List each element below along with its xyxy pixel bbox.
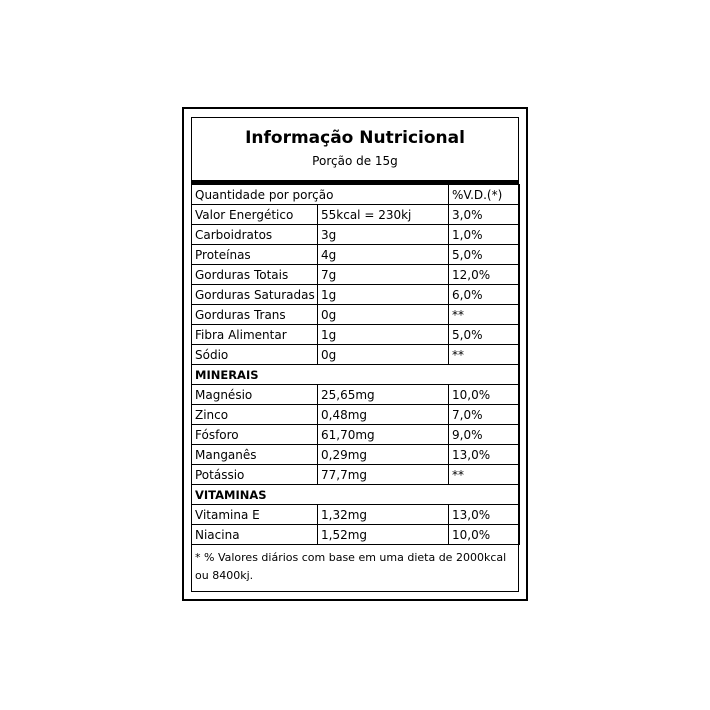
nutrient-vd: 6,0% — [449, 285, 520, 305]
table-row — [192, 265, 520, 285]
nutrient-name: Carboidratos — [192, 225, 318, 245]
nutrient-amount: 55kcal = 230kj — [318, 205, 449, 225]
nutrient-vd: ** — [449, 305, 520, 325]
mineral-name: Manganês — [192, 445, 318, 465]
vitamin-amount: 1,52mg — [318, 525, 449, 545]
nutrient-name: Gorduras Saturadas — [192, 285, 318, 305]
mineral-name: Fósforo — [192, 425, 318, 445]
table-row — [192, 425, 520, 445]
table-header-row — [192, 185, 520, 205]
nutrient-name: Proteínas — [192, 245, 318, 265]
nutrient-amount: 7g — [318, 265, 449, 285]
vitamins-section-row — [192, 485, 520, 505]
nutrient-name: Fibra Alimentar — [192, 325, 318, 345]
nutrition-label — [191, 117, 519, 592]
mineral-amount: 25,65mg — [318, 385, 449, 405]
mineral-name: Zinco — [192, 405, 318, 425]
table-row — [192, 505, 520, 525]
minerals-heading: MINERAIS — [192, 365, 520, 385]
nutrition-label-frame — [182, 107, 528, 601]
nutrient-amount: 1g — [318, 325, 449, 345]
nutrient-name: Gorduras Totais — [192, 265, 318, 285]
table-row — [192, 305, 520, 325]
nutrient-amount: 0g — [318, 345, 449, 365]
label-header — [192, 118, 518, 180]
mineral-vd: 7,0% — [449, 405, 520, 425]
minerals-section-row — [192, 365, 520, 385]
nutrient-name: Valor Energético — [192, 205, 318, 225]
table-row — [192, 445, 520, 465]
vitamin-vd: 10,0% — [449, 525, 520, 545]
nutrition-table — [191, 184, 520, 545]
mineral-vd: 9,0% — [449, 425, 520, 445]
nutrient-name: Sódio — [192, 345, 318, 365]
nutrient-vd: 12,0% — [449, 265, 520, 285]
nutrient-vd: 5,0% — [449, 245, 520, 265]
label-title: Informação Nutricional — [245, 128, 465, 148]
mineral-amount: 0,48mg — [318, 405, 449, 425]
mineral-name: Potássio — [192, 465, 318, 485]
mineral-name: Magnésio — [192, 385, 318, 405]
mineral-amount: 0,29mg — [318, 445, 449, 465]
mineral-vd: 13,0% — [449, 445, 520, 465]
table-row — [192, 525, 520, 545]
table-row — [192, 285, 520, 305]
table-row — [192, 325, 520, 345]
vitamins-heading: VITAMINAS — [192, 485, 520, 505]
nutrient-amount: 4g — [318, 245, 449, 265]
nutrient-vd: 1,0% — [449, 225, 520, 245]
mineral-amount: 77,7mg — [318, 465, 449, 485]
vd-header: %V.D.(*) — [449, 185, 520, 205]
serving-size: Porção de 15g — [312, 154, 398, 168]
vitamin-vd: 13,0% — [449, 505, 520, 525]
vitamin-name: Niacina — [192, 525, 318, 545]
nutrient-amount: 0g — [318, 305, 449, 325]
table-row — [192, 205, 520, 225]
table-row — [192, 385, 520, 405]
nutrient-amount: 1g — [318, 285, 449, 305]
nutrient-vd: 5,0% — [449, 325, 520, 345]
quantity-header: Quantidade por porção — [192, 185, 449, 205]
footnote: * % Valores diários com base em uma dieta de 2000kcal ou 8400kj. — [195, 551, 507, 582]
mineral-vd: ** — [449, 465, 520, 485]
table-row — [192, 245, 520, 265]
mineral-amount: 61,70mg — [318, 425, 449, 445]
table-row — [192, 405, 520, 425]
nutrient-name: Gorduras Trans — [192, 305, 318, 325]
nutrient-vd: ** — [449, 345, 520, 365]
table-row — [192, 345, 520, 365]
nutrient-vd: 3,0% — [449, 205, 520, 225]
mineral-vd: 10,0% — [449, 385, 520, 405]
vitamin-name: Vitamina E — [192, 505, 318, 525]
table-row — [192, 225, 520, 245]
table-row — [192, 465, 520, 485]
vitamin-amount: 1,32mg — [318, 505, 449, 525]
nutrient-amount: 3g — [318, 225, 449, 245]
